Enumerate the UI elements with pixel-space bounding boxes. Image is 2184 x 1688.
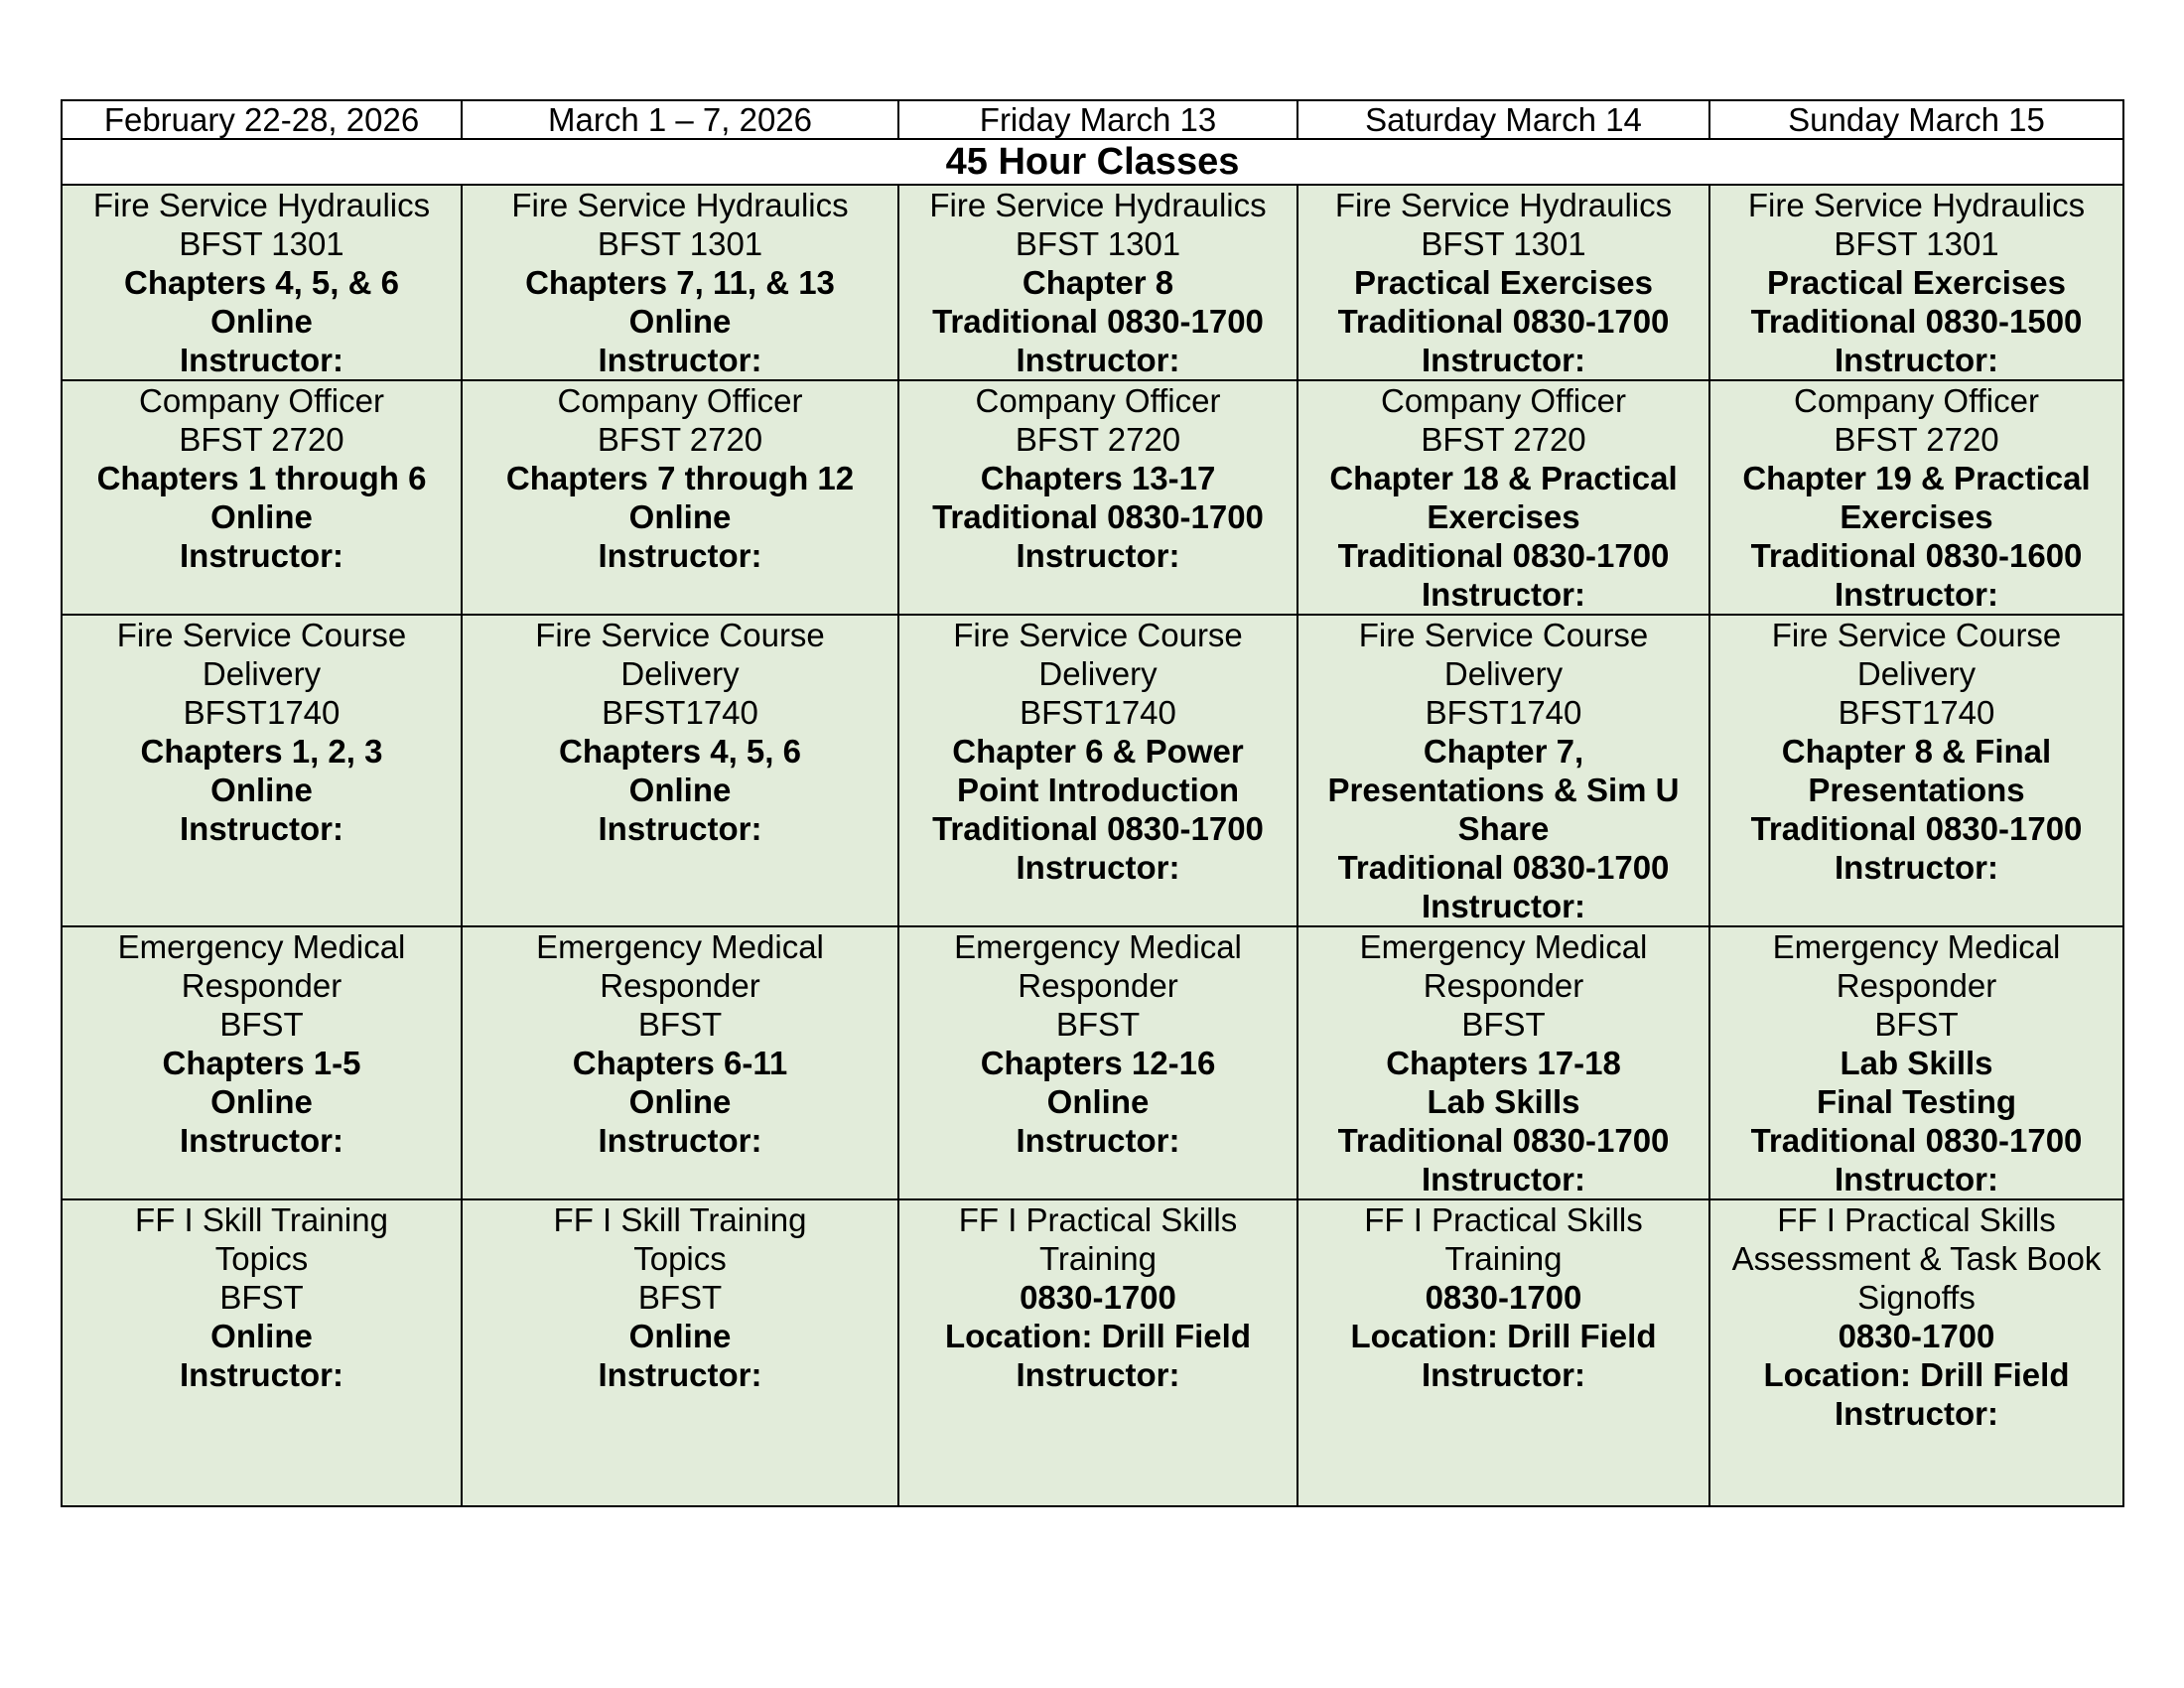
cell-line: Chapters 7 through 12 bbox=[505, 460, 855, 496]
cell-line: Instructor: bbox=[598, 537, 762, 574]
column-header-sunday: Sunday March 15 bbox=[1709, 100, 2123, 139]
cell-line: Online bbox=[628, 498, 732, 535]
class-cell bbox=[462, 926, 898, 1199]
cell-line: Responder bbox=[1423, 967, 1584, 1004]
cell-line: Instructor: bbox=[180, 1122, 343, 1159]
cell-line: Chapters 1 through 6 bbox=[96, 460, 427, 496]
cell-line: BFST bbox=[219, 1006, 304, 1043]
cell-line: Lab Skills bbox=[1840, 1045, 1993, 1081]
cell-line: Instructor: bbox=[1422, 888, 1585, 924]
class-cell bbox=[62, 1199, 462, 1506]
class-cell bbox=[1297, 615, 1709, 926]
cell-line: Fire Service Hydraulics bbox=[929, 187, 1267, 223]
table-row bbox=[62, 380, 2123, 615]
class-cell bbox=[898, 380, 1297, 615]
cell-line: Online bbox=[210, 1083, 313, 1120]
cell-line: Instructor: bbox=[598, 342, 762, 378]
cell-line: BFST bbox=[1874, 1006, 1959, 1043]
cell-line: Company Officer bbox=[139, 382, 384, 419]
cell-line: Instructor: bbox=[1016, 1122, 1180, 1159]
cell-line: Instructor: bbox=[1835, 1395, 1998, 1432]
cell-line: Fire Service Hydraulics bbox=[1334, 187, 1673, 223]
cell-line: Traditional 0830-1700 bbox=[932, 303, 1264, 340]
class-cell bbox=[1709, 926, 2123, 1199]
cell-line: FF I Skill Training bbox=[553, 1201, 807, 1238]
cell-line: Responder bbox=[181, 967, 342, 1004]
cell-line: Chapters 4, 5, & 6 bbox=[124, 264, 399, 301]
class-cell bbox=[1297, 380, 1709, 615]
cell-line: Fire Service Hydraulics bbox=[1747, 187, 2086, 223]
cell-line: Instructor: bbox=[1422, 1161, 1585, 1197]
schedule-table bbox=[61, 99, 2124, 1507]
cell-line: BFST 1301 bbox=[179, 225, 344, 262]
cell-line: Online bbox=[210, 303, 313, 340]
cell-line: FF I Practical Skills bbox=[1364, 1201, 1643, 1238]
class-cell bbox=[62, 380, 462, 615]
cell-line: Emergency Medical bbox=[1359, 928, 1648, 965]
cell-line: Fire Service Course bbox=[535, 617, 825, 653]
cell-line: Instructor: bbox=[1016, 537, 1180, 574]
cell-line: Lab Skills bbox=[1427, 1083, 1580, 1120]
cell-line: Instructor: bbox=[180, 1356, 343, 1393]
class-cell bbox=[462, 1199, 898, 1506]
cell-line: Instructor: bbox=[598, 1122, 762, 1159]
class-cell bbox=[1297, 926, 1709, 1199]
cell-line: Emergency Medical bbox=[1772, 928, 2061, 965]
cell-line: FF I Practical Skills bbox=[1777, 1201, 2056, 1238]
cell-line: Traditional 0830-1600 bbox=[1750, 537, 2083, 574]
cell-line: Fire Service Course bbox=[1358, 617, 1649, 653]
cell-line: BFST1740 bbox=[1020, 694, 1176, 731]
cell-line: FF I Practical Skills bbox=[958, 1201, 1238, 1238]
class-cell bbox=[462, 185, 898, 380]
cell-line: BFST bbox=[637, 1279, 723, 1316]
cell-line: Instructor: bbox=[180, 537, 343, 574]
column-header-saturday: Saturday March 14 bbox=[1297, 100, 1709, 139]
class-cell bbox=[1709, 185, 2123, 380]
cell-line: Training bbox=[1039, 1240, 1157, 1277]
cell-line: BFST 2720 bbox=[597, 421, 763, 458]
cell-line: Traditional 0830-1700 bbox=[1337, 849, 1670, 886]
section-title: 45 Hour Classes bbox=[62, 139, 2123, 185]
cell-line: BFST1740 bbox=[1425, 694, 1582, 731]
cell-line: Emergency Medical bbox=[117, 928, 406, 965]
class-cell bbox=[1297, 1199, 1709, 1506]
cell-line: Emergency Medical bbox=[536, 928, 824, 965]
cell-line: BFST bbox=[637, 1006, 723, 1043]
cell-line: Chapter 8 bbox=[1022, 264, 1174, 301]
cell-line: Instructor: bbox=[180, 342, 343, 378]
cell-line: Fire Service Course bbox=[1771, 617, 2062, 653]
cell-line: Chapters 1, 2, 3 bbox=[140, 733, 383, 770]
cell-line: Traditional 0830-1700 bbox=[1337, 537, 1670, 574]
cell-line: Online bbox=[210, 498, 313, 535]
cell-line: Location: Drill Field bbox=[1350, 1318, 1657, 1354]
cell-line: Practical Exercises bbox=[1767, 264, 2066, 301]
cell-line: Company Officer bbox=[1794, 382, 2039, 419]
class-cell bbox=[462, 615, 898, 926]
cell-line: BFST1740 bbox=[1838, 694, 1995, 731]
cell-line: Responder bbox=[600, 967, 760, 1004]
cell-line: Practical Exercises bbox=[1354, 264, 1653, 301]
table-row bbox=[62, 615, 2123, 926]
cell-line: Delivery bbox=[1038, 655, 1158, 692]
class-cell bbox=[62, 926, 462, 1199]
cell-line: Responder bbox=[1018, 967, 1178, 1004]
cell-line: Location: Drill Field bbox=[1763, 1356, 2070, 1393]
cell-line: Fire Service Hydraulics bbox=[511, 187, 849, 223]
class-cell bbox=[1709, 1199, 2123, 1506]
cell-line: Fire Service Course bbox=[116, 617, 407, 653]
cell-line: Traditional 0830-1700 bbox=[932, 498, 1264, 535]
cell-line: Chapters 13-17 bbox=[980, 460, 1216, 496]
cell-line: Training bbox=[1444, 1240, 1563, 1277]
cell-line: Presentations & Sim U bbox=[1327, 772, 1680, 808]
cell-line: Chapter 18 & Practical bbox=[1329, 460, 1678, 496]
class-cell bbox=[62, 615, 462, 926]
cell-line: Location: Drill Field bbox=[944, 1318, 1251, 1354]
column-header-week-1: February 22-28, 2026 bbox=[62, 100, 462, 139]
cell-line: Traditional 0830-1700 bbox=[1337, 1122, 1670, 1159]
cell-line: Online bbox=[628, 772, 732, 808]
cell-line: Online bbox=[210, 1318, 313, 1354]
cell-line: BFST 1301 bbox=[1421, 225, 1586, 262]
class-cell bbox=[1709, 380, 2123, 615]
cell-line: Exercises bbox=[1840, 498, 1993, 535]
cell-line: Chapter 6 & Power bbox=[952, 733, 1244, 770]
cell-line: Responder bbox=[1836, 967, 1997, 1004]
class-cell bbox=[898, 926, 1297, 1199]
cell-line: Instructor: bbox=[1016, 1356, 1180, 1393]
header-row bbox=[62, 100, 2123, 139]
cell-line: Instructor: bbox=[1422, 1356, 1585, 1393]
cell-line: BFST bbox=[1461, 1006, 1546, 1043]
cell-line: BFST1740 bbox=[602, 694, 758, 731]
cell-line: Instructor: bbox=[598, 1356, 762, 1393]
class-cell bbox=[462, 380, 898, 615]
cell-line: Delivery bbox=[620, 655, 740, 692]
cell-line: BFST bbox=[1055, 1006, 1141, 1043]
banner-row bbox=[62, 139, 2123, 185]
cell-line: BFST 2720 bbox=[1421, 421, 1586, 458]
cell-line: Traditional 0830-1700 bbox=[1337, 303, 1670, 340]
cell-line: BFST 2720 bbox=[1834, 421, 1999, 458]
column-header-friday: Friday March 13 bbox=[898, 100, 1297, 139]
cell-line: Online bbox=[210, 772, 313, 808]
cell-line: 0830-1700 bbox=[1020, 1279, 1176, 1316]
cell-line: Company Officer bbox=[975, 382, 1221, 419]
cell-line: Company Officer bbox=[557, 382, 803, 419]
class-cell bbox=[898, 1199, 1297, 1506]
cell-line: BFST 1301 bbox=[597, 225, 763, 262]
cell-line: Assessment & Task Book bbox=[1731, 1240, 2102, 1277]
cell-line: Topics bbox=[633, 1240, 727, 1277]
cell-line: Instructor: bbox=[598, 810, 762, 847]
table-row bbox=[62, 1199, 2123, 1506]
cell-line: Instructor: bbox=[1835, 1161, 1998, 1197]
cell-line: 0830-1700 bbox=[1425, 1279, 1582, 1316]
cell-line: Chapter 8 & Final bbox=[1781, 733, 2052, 770]
cell-line: Instructor: bbox=[1422, 576, 1585, 613]
cell-line: Delivery bbox=[1443, 655, 1564, 692]
cell-line: Delivery bbox=[1856, 655, 1977, 692]
class-cell bbox=[1297, 185, 1709, 380]
cell-line: BFST 1301 bbox=[1015, 225, 1181, 262]
cell-line: Fire Service Hydraulics bbox=[92, 187, 431, 223]
cell-line: Emergency Medical bbox=[954, 928, 1242, 965]
cell-line: BFST1740 bbox=[183, 694, 341, 731]
cell-line: Chapters 4, 5, 6 bbox=[559, 733, 801, 770]
table-row bbox=[62, 185, 2123, 380]
cell-line: Share bbox=[1457, 810, 1550, 847]
cell-line: Traditional 0830-1700 bbox=[932, 810, 1264, 847]
cell-line: Fire Service Course bbox=[953, 617, 1243, 653]
column-header-week-2: March 1 – 7, 2026 bbox=[462, 100, 898, 139]
cell-line: 0830-1700 bbox=[1838, 1318, 1995, 1354]
cell-line: Instructor: bbox=[180, 810, 343, 847]
cell-line: Chapters 1-5 bbox=[162, 1045, 361, 1081]
cell-line: Chapters 17-18 bbox=[1386, 1045, 1621, 1081]
cell-line: Online bbox=[628, 303, 732, 340]
cell-line: Traditional 0830-1700 bbox=[1750, 810, 2083, 847]
class-cell bbox=[898, 615, 1297, 926]
cell-line: Exercises bbox=[1427, 498, 1580, 535]
table-row bbox=[62, 926, 2123, 1199]
cell-line: BFST 2720 bbox=[179, 421, 344, 458]
cell-line: Instructor: bbox=[1835, 342, 1998, 378]
cell-line: Company Officer bbox=[1381, 382, 1626, 419]
cell-line: Delivery bbox=[202, 655, 322, 692]
cell-line: Chapters 7, 11, & 13 bbox=[525, 264, 835, 301]
cell-line: Instructor: bbox=[1016, 342, 1180, 378]
class-cell bbox=[62, 185, 462, 380]
cell-line: Signoffs bbox=[1857, 1279, 1976, 1316]
class-cell bbox=[1709, 615, 2123, 926]
cell-line: Instructor: bbox=[1422, 342, 1585, 378]
cell-line: Online bbox=[628, 1318, 732, 1354]
class-cell bbox=[898, 185, 1297, 380]
cell-line: Instructor: bbox=[1835, 849, 1998, 886]
cell-line: BFST 2720 bbox=[1015, 421, 1181, 458]
cell-line: Topics bbox=[214, 1240, 309, 1277]
cell-line: Chapter 7, bbox=[1423, 733, 1584, 770]
cell-line: Traditional 0830-1500 bbox=[1750, 303, 2083, 340]
cell-line: Chapter 19 & Practical bbox=[1742, 460, 2091, 496]
cell-line: Traditional 0830-1700 bbox=[1750, 1122, 2083, 1159]
cell-line: Instructor: bbox=[1016, 849, 1180, 886]
cell-line: Chapters 6-11 bbox=[572, 1045, 788, 1081]
cell-line: Chapters 12-16 bbox=[980, 1045, 1216, 1081]
cell-line: Presentations bbox=[1808, 772, 2025, 808]
cell-line: FF I Skill Training bbox=[135, 1201, 388, 1238]
cell-line: Final Testing bbox=[1816, 1083, 2017, 1120]
cell-line: Online bbox=[628, 1083, 732, 1120]
cell-line: BFST 1301 bbox=[1834, 225, 1999, 262]
cell-line: BFST bbox=[219, 1279, 304, 1316]
cell-line: Instructor: bbox=[1835, 576, 1998, 613]
cell-line: Online bbox=[1046, 1083, 1150, 1120]
cell-line: Point Introduction bbox=[956, 772, 1240, 808]
